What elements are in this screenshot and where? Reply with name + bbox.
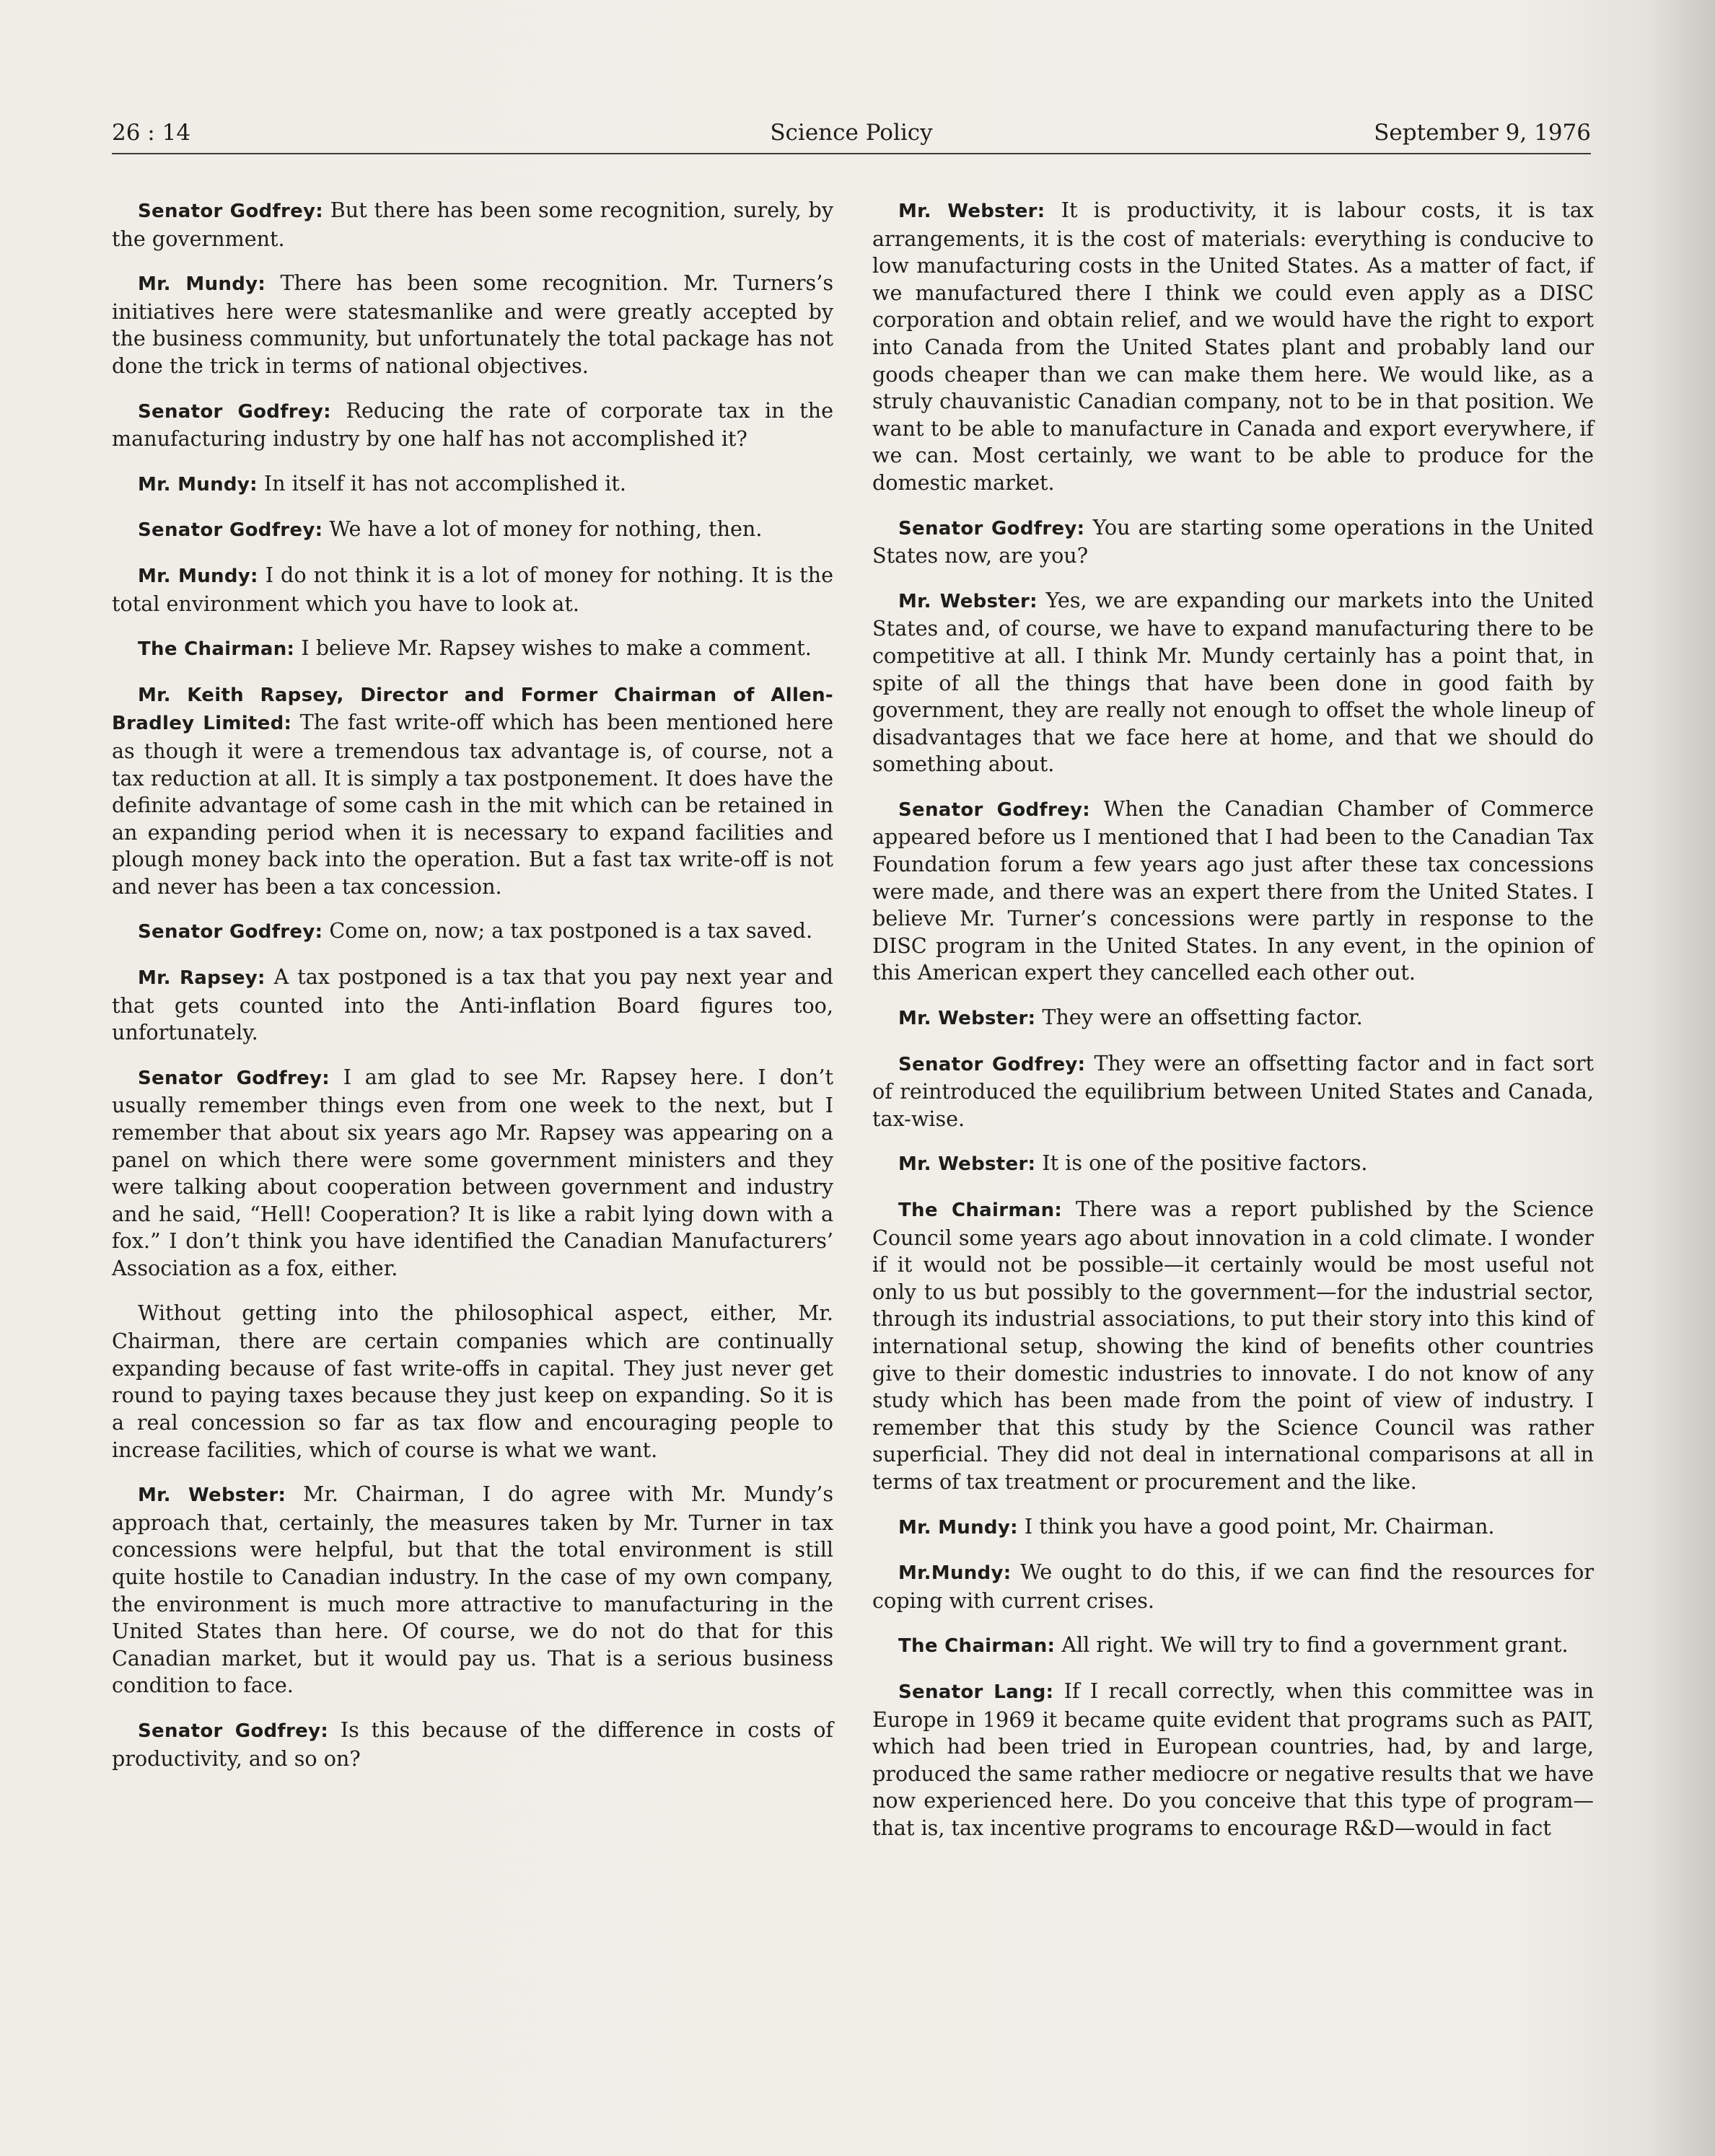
speaker-name: Mr. Webster: xyxy=(138,1484,286,1507)
paragraph xyxy=(112,197,833,252)
running-header xyxy=(112,117,1591,154)
speaker-name: Mr. Keith Rapsey, Director and Former Chairman of Allen-Bradley Limited: xyxy=(112,684,833,735)
paragraph xyxy=(872,1004,1594,1033)
speaker-name: Senator Godfrey: xyxy=(138,1720,329,1742)
speaker-name: Senator Godfrey: xyxy=(138,400,331,423)
speaker-name: The Chairman: xyxy=(138,638,295,661)
paragraph-text: They were an offsetting factor. xyxy=(1035,1005,1363,1030)
paragraph xyxy=(112,918,833,946)
paragraph-text: It is productivity, it is labour costs, it is tax arrangements, it is the cost of materials: everything is conducive to low manufacturing costs in the United States. As a matter of fact, if we manufactured there I think we could even apply as a DISC corporation and obtain relief, and we would have the right to export into Canada from the United States plant and probably land our goods cheaper than we can make them here. We would like, as a struly chauvanistic Canadian company, not to be in that position. We want to be able to manufacture in Canada and export everywhere, if we can. Most certainly, we want to be able to produce for the domestic market. xyxy=(872,198,1594,495)
paragraph xyxy=(872,587,1594,778)
paragraph xyxy=(112,964,833,1047)
speaker-name: The Chairman: xyxy=(898,1635,1056,1658)
paragraph xyxy=(872,1559,1594,1614)
speaker-name: Senator Godfrey: xyxy=(138,201,323,222)
speaker-name: Mr. Mundy: xyxy=(898,1516,1018,1539)
speaker-name: Senator Godfrey: xyxy=(898,1053,1086,1075)
speaker-name: Mr. Mundy: xyxy=(138,473,258,496)
paragraph xyxy=(112,1300,833,1464)
speaker-name: Senator Godfrey: xyxy=(138,921,323,943)
speaker-name: Mr.Mundy: xyxy=(898,1562,1012,1585)
paragraph xyxy=(872,1678,1594,1842)
paragraph-text: Is this because of the difference in costs of productivity, and so on? xyxy=(112,1717,833,1771)
speaker-name: Senator Godfrey: xyxy=(138,1067,330,1089)
paragraph xyxy=(872,1050,1594,1133)
paragraph-text: I believe Mr. Rapsey wishes to make a comment. xyxy=(294,635,812,661)
paragraph xyxy=(112,270,833,379)
paragraph-text: It is one of the positive factors. xyxy=(1035,1150,1368,1176)
paragraph-text: Reducing the rate of corporate tax in the manufacturing industry by one half has not accomplished it? xyxy=(112,397,833,452)
paragraph-text: We ought to do this, if we can find the resources for coping with current crises. xyxy=(872,1559,1594,1613)
paragraph-text: I am glad to see Mr. Rapsey here. I don’t usually remember things even from one week to the next, but I remember that about six years ago Mr. Rapsey was appearing on a panel on which there were some government ministers and they were talking about cooperation between government and industry and he said, “Hell! Cooperation? It is like a rabit lying down with a fox.” I don’t think you have identified the Canadian Manufacturers’ Association as a fox, either. xyxy=(112,1064,833,1280)
publication-date: September 9, 1976 xyxy=(1374,120,1591,146)
speaker-name: Mr. Webster: xyxy=(898,201,1045,222)
paragraph-text: Mr. Chairman, I do agree with Mr. Mundy’s approach that, certainly, the measures taken by Mr. Turner in tax concessions were helpful, but that the total environment is still quite hostile to Canadian industry. In the case of my own company, the environment is much more attractive to manufacturing in the United States than here. Of course, we do not do that for this Canadian market, but it would pay us. That is a serious business condition to face. xyxy=(112,1482,833,1698)
paragraph-text: All right. We will try to find a government grant. xyxy=(1055,1632,1569,1658)
paragraph xyxy=(872,1632,1594,1660)
paragraph-text: I do not think it is a lot of money for nothing. It is the total environment which you have to look at. xyxy=(112,562,833,616)
paragraph-text: There has been some recognition. Mr. Turners’s initiatives here were statesmanlike and were greatly accepted by the business community, but unfortunately the total package has not done the trick in terms of national objectives. xyxy=(112,270,833,378)
paragraph-text: If I recall correctly, when this committee was in Europe in 1969 it became quite evident that programs such as PAIT, which had been tried in European countries, had, by and large, produced the same rather mediocre or negative results that we have now experienced here. Do you conceive that this type of program—that is, tax incentive programs to encourage R&D—would in fact xyxy=(872,1678,1594,1840)
paragraph xyxy=(872,1513,1594,1542)
paragraph xyxy=(112,1064,833,1282)
speaker-name: Mr. Mundy: xyxy=(138,565,258,587)
paragraph-text: They were an offsetting factor and in fact sort of reintroduced the equilibrium between United States and Canada, tax-wise. xyxy=(872,1050,1594,1131)
paragraph-text: I think you have a good point, Mr. Chairman. xyxy=(1017,1513,1495,1539)
paragraph-text: Yes, we are expanding our markets into the United States and, of course, we have to expand manufacturing there to be competitive at all. I think Mr. Mundy certainly has a point that, in spite of all the things that have been done in good faith by government, they are really not enough to offset the whole lineup of disadvantages that we face here at home, and that we should do something about. xyxy=(872,587,1594,777)
speaker-name: Senator Lang: xyxy=(898,1681,1054,1703)
paragraph-text: You are starting some operations in the United States now, are you? xyxy=(872,514,1594,568)
paragraph xyxy=(112,562,833,617)
paragraph xyxy=(112,1717,833,1772)
paragraph xyxy=(112,397,833,453)
paragraph xyxy=(112,681,833,901)
speaker-name: Mr. Webster: xyxy=(898,590,1038,612)
speaker-name: Mr. Mundy: xyxy=(138,273,266,296)
paragraph-text: A tax postponed is a tax that you pay next year and that gets counted into the Anti-inflation Board figures too, unfortunately. xyxy=(112,964,833,1045)
speaker-name: The Chairman: xyxy=(898,1200,1063,1221)
paragraph xyxy=(872,197,1594,497)
paragraph xyxy=(872,796,1594,987)
publication-title: Science Policy xyxy=(770,120,933,146)
right-column xyxy=(872,197,1594,1859)
paragraph xyxy=(112,516,833,545)
paragraph xyxy=(872,1150,1594,1179)
speaker-name: Senator Godfrey: xyxy=(138,519,323,542)
paragraph xyxy=(112,470,833,499)
left-column xyxy=(112,197,833,1790)
speaker-name: Mr. Webster: xyxy=(898,1153,1036,1176)
paragraph-text: But there has been some recognition, surely, by the government. xyxy=(112,198,833,251)
paragraph-text: Without getting into the philosophical aspect, either, Mr. Chairman, there are certain companies which are continually expanding because of fast write-offs in capital. They just never get round to paying taxes because they just keep on expanding. So it is a real concession so far as tax flow and encouraging people to increase facilities, which of course is what we want. xyxy=(112,1300,833,1462)
paragraph-text: When the Canadian Chamber of Commerce appeared before us I mentioned that I had been to the Canadian Tax Foundation forum a few years ago just after these tax concessions were made, and there was an expert there from the United States. I believe Mr. Turner’s concessions were partly in response to the DISC program in the United States. In any event, in the opinion of this American expert they cancelled each other out. xyxy=(872,796,1594,985)
speaker-name: Senator Godfrey: xyxy=(898,798,1091,821)
paragraph-text: Come on, now; a tax postponed is a tax saved. xyxy=(323,918,813,943)
paragraph xyxy=(112,1481,833,1699)
paragraph-text: There was a report published by the Science Council some years ago about innovation in a cold climate. I wonder if it would not be possible—it certainly would be most useful not only to us but possibly to the government—for the industrial sector, through its industrial associations, to put their story into this kind of international setup, showing the kind of benefits other countries give to their domestic industries to innovate. I do not know of any study which has been made from the point of view of industry. I remember that this study by the Science Council was rather superficial. They did not deal in international comparisons at all in terms of tax treatment or procurement and the like. xyxy=(872,1197,1594,1494)
paragraph-text: We have a lot of money for nothing, then. xyxy=(323,516,763,542)
paragraph xyxy=(872,1196,1594,1496)
paragraph xyxy=(872,514,1594,570)
speaker-name: Mr. Webster: xyxy=(898,1008,1036,1030)
speaker-name: Mr. Rapsey: xyxy=(138,967,266,990)
speaker-name: Senator Godfrey: xyxy=(898,517,1085,540)
paragraph-text: In itself it has not accomplished it. xyxy=(257,470,627,496)
paragraph-text: The fast write-off which has been mentioned here as though it were a tremendous tax advantage is, of course, not a tax reduction at all. It is simply a tax postponement. It does have the definite advantage of some cash in the mit which can be retained in an expanding period when it is necessary to expand facilities and plough money back into the operation. But a fast tax write-off is not and never has been a tax concession. xyxy=(112,710,833,899)
paragraph xyxy=(112,635,833,664)
page-number: 26 : 14 xyxy=(112,120,191,146)
